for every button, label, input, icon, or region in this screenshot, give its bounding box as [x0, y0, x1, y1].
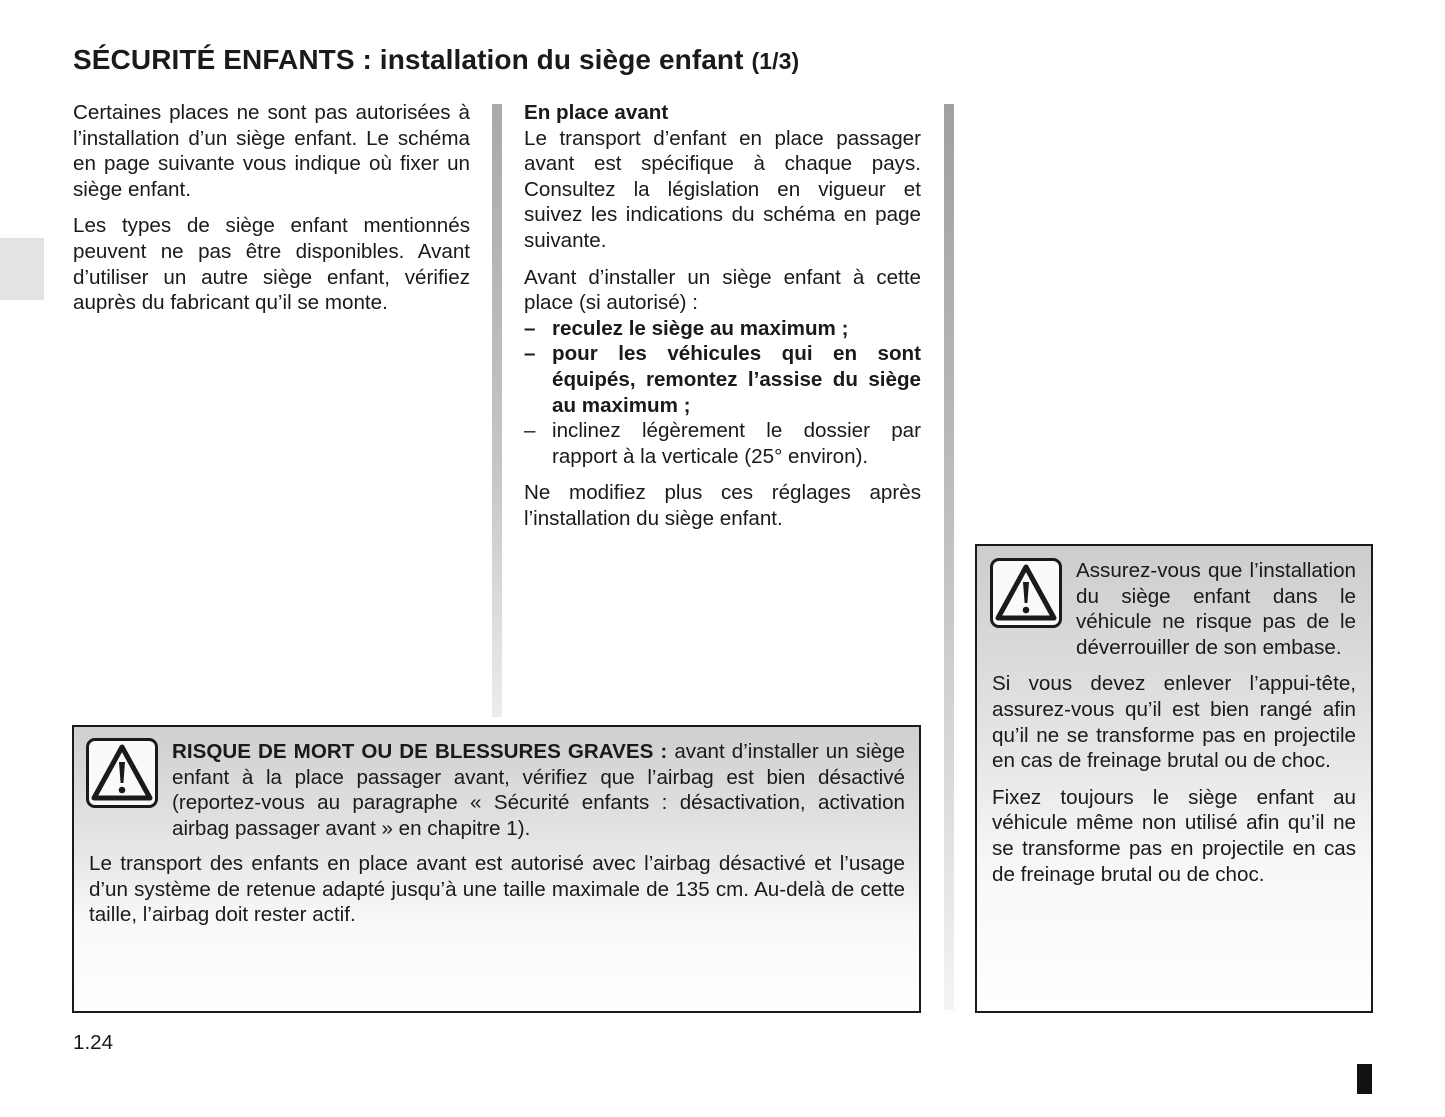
list-item-text: inclinez légèrement le dossier par rapport à la verticale (25° environ). [552, 419, 921, 468]
section-tab-marker [0, 238, 44, 300]
list-item [524, 316, 921, 342]
paragraph: Le transport d’enfant en place passager avant est spécifique à chaque pays. Consultez la législation en vigueur et suivez les indications du schéma en page suivante. [524, 126, 921, 252]
title-main: SÉCURITÉ ENFANTS : installation du siège enfant [73, 44, 744, 75]
list-item [524, 341, 921, 418]
warning-text [172, 739, 905, 841]
list-item [524, 418, 921, 469]
section-heading: En place avant [524, 101, 669, 124]
dash-marker: – [524, 419, 536, 443]
dash-marker: – [524, 316, 536, 340]
paragraph: Certaines places ne sont pas autorisées à l’installation d’un siège enfant. Le schéma en page suivante vous indique où fixer un siège enfant. [73, 101, 470, 201]
column-left [73, 100, 470, 327]
warning-heading: RISQUE DE MORT OU DE BLESSURES GRAVES : [172, 740, 668, 763]
paragraph: Avant d’installer un siège enfant à cette place (si autorisé) : [524, 265, 921, 315]
paragraph: Fixez toujours le siège enfant au véhicule même non utilisé afin qu’il ne se transforme pas en projectile en cas de freinage brutal ou de choc. [992, 785, 1356, 886]
list-item-text: pour les véhicules qui en sont équipés, remontez l’assise du siège au maximum ; [552, 342, 921, 417]
paragraph: Ne modifiez plus ces réglages après l’installation du siège enfant. [524, 481, 921, 530]
warning-body: avant d’installer un siège enfant à la place passager avant, vérifiez que l’airbag est bien désactivé (reportez-vous au paragraphe « Sécurité enfants : désactivation, activation airbag passager avant » en chapitre 1). [172, 740, 905, 840]
page-title [73, 44, 799, 76]
warning-box-side [975, 544, 1373, 1013]
paragraph: Assurez-vous que l’installation du siège enfant dans le véhicule ne risque pas de le déverrouiller de son embase. [1076, 559, 1356, 659]
paragraph: Le transport des enfants en place avant est autorisé avec l’airbag désactivé et l’usage d’un système de retenue adapté jusqu’à une taille maximale de 135 cm. Au-delà de cette taille, l’airbag doit rester actif. [89, 852, 905, 927]
paragraph: Si vous devez enlever l’appui-tête, assurez-vous qu’il est bien rangé afin qu’il ne se transforme pas en projectile en cas de freinage brutal ou de choc. [992, 672, 1356, 773]
column-divider [492, 104, 502, 717]
list-item-text: reculez le siège au maximum ; [552, 316, 849, 340]
paragraph: Les types de siège enfant mentionnés peuvent ne pas être disponibles. Avant d’utiliser un autre siège enfant, vérifiez auprès du fabricant qu’il se monte. [73, 214, 470, 315]
warning-text-secondary [89, 851, 905, 928]
column-middle [524, 100, 921, 543]
warning-triangle-icon [86, 738, 158, 808]
column-divider [944, 104, 954, 1010]
dash-marker: – [524, 342, 536, 366]
warning-box-main [72, 725, 921, 1013]
instruction-list [524, 316, 921, 470]
page-edge-marker [1357, 1064, 1372, 1094]
page-number: 1.24 [73, 1031, 114, 1054]
warning-triangle-icon [89, 741, 155, 805]
title-part-indicator: (1/3) [751, 48, 800, 74]
warning-text [992, 558, 1356, 898]
